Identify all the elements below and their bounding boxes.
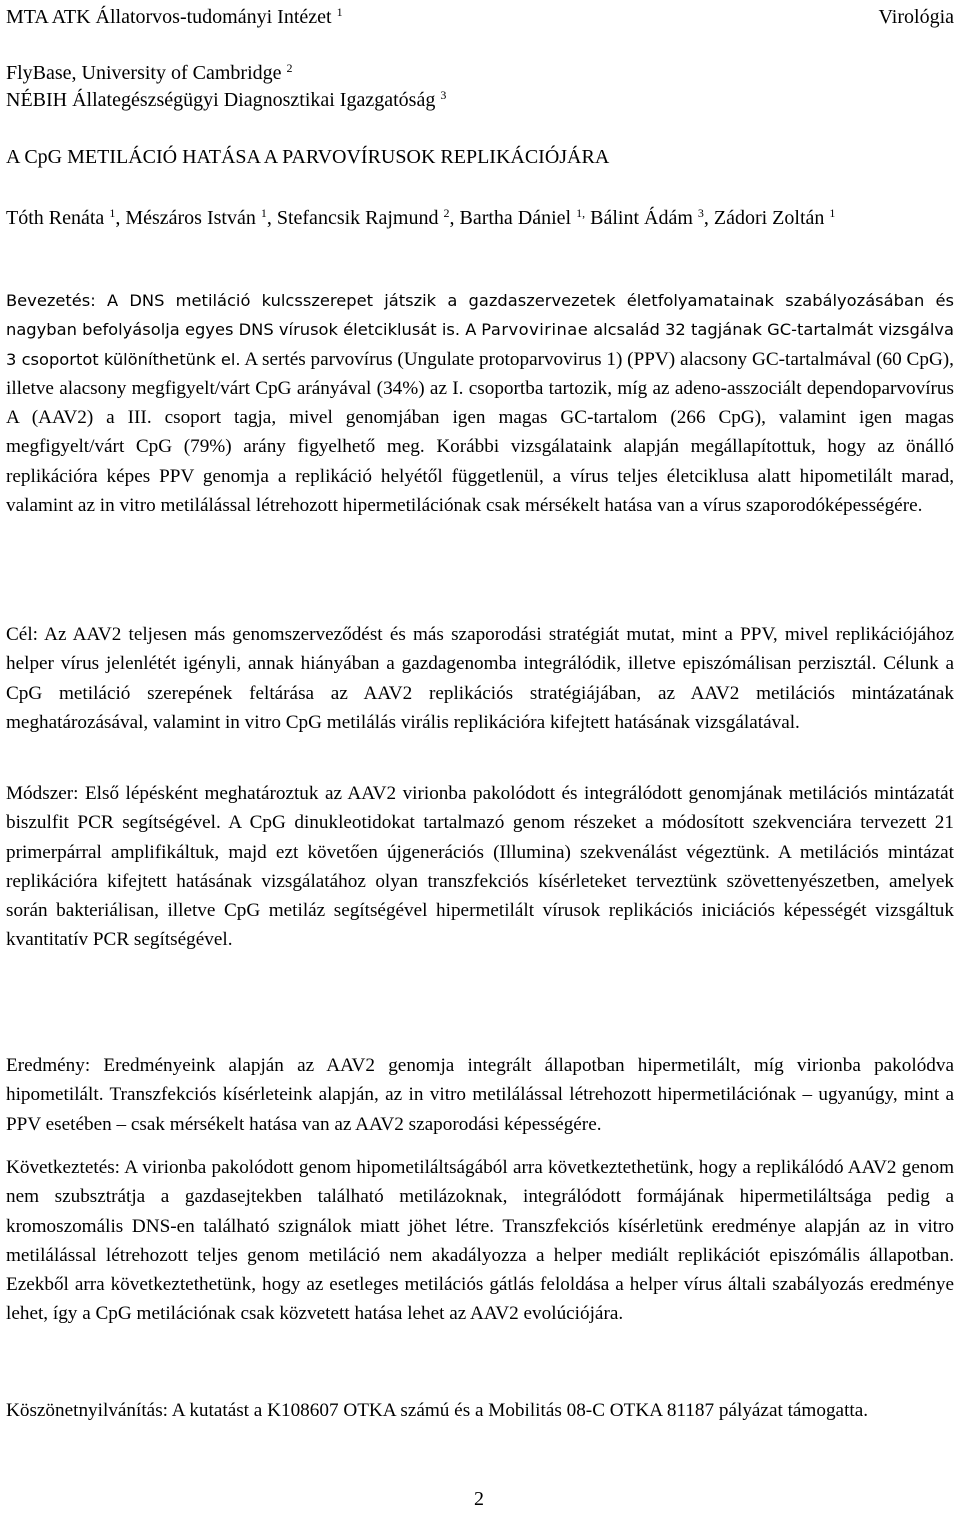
author-list [6,202,954,234]
intro-taxon: Parvovirinae [481,320,589,340]
affiliation-sup: 2 [286,61,293,75]
intro-text-1: Bevezetés: A DNS metiláció kulcsszerepet játszik a gazdaszervezetek életfolyamatainak szabályozásában és nagyban befolyásolja egyes DNS vírusok életciklusát is. A [6,291,954,340]
conclusion-paragraph: Következtetés: A virionba pakolódott genom hipometiláltságából arra következtethetünk, hogy a replikálódó AAV2 genom nem szubsztrátja a gazdasejtekben található metilázoknak, integrálódott formájának hipermetiláltsága pedig a kromoszomális DNS-en található szignálok miatt jöhet létre. Transzfekciós kísérletünk eredménye alapján az in vitro metilálással létrehozott teljes genom metiláció nem akadályozza a helper mediált replikációt episzómális állapotban. Ezekből arra következtethetünk, hogy az esetleges metilációs gátlás feloldása a helper vírus általi szabályozás eredménye lehet, így a CpG metilációnak csak közvetett hatása lehet az AAV2 evolúciójára. [6,1157,954,1325]
author: Stefancsik Rajmund $^2$, [276,206,460,229]
intro-text-2: alcsalád 32 tagjának GC-tartalmát vizsgálva 3 csoportot különíthetünk el. [6,320,954,369]
author: Zádori Zoltán $^1$ [713,206,836,229]
intro-paragraph [6,286,954,520]
methods-paragraph: Módszer: Első lépésként meghatároztuk az AAV2 virionba pakolódott és integrálódott genomjának metilációs mintázatát biszulfit PCR segítségével. A CpG dinukleotidokat tartalmazó genom részeket a módosított szekvenciára tervezett 21 primerpárral amplifikáltuk, majd ezt követően újgenerációs (Illumina) szekvenálást végeztünk. A metilációs mintázat replikációra kifejtett hatásának vizsgálatához olyan transzfekciós kísérleteket terveztünk szövettenyészetben, amelyek során bakteriálisan, illetve CpG metiláz segítségével hipermetilált vírusok replikációs iniciációs képességét vizsgáltuk kvantitatív PCR segítségével. [6,783,954,951]
paper-title: A CpG METILÁCIÓ HATÁSA A PARVOVÍRUSOK REPLIKÁCIÓJÁRA [6,146,610,168]
aim-paragraph: Cél: Az AAV2 teljesen más genomszerveződést és más szaporodási stratégiát mutat, mint a PPV, mivel replikációjához helper vírus jelenlétét igényli, annak hiányában a gazdagenomba integrálódik, illetve episzómálisan perzisztál. Célunk a CpG metiláció szerepének feltárása az AAV2 replikációs stratégiájában, az AAV2 metilációs mintázatának meghatározásával, valamint in vitro CpG metilálás virális replikációra kifejtett hatásának vizsgálatával. [6,624,954,733]
intro-text-3: A sertés parvovírus (Ungulate protoparvovirus 1) (PPV) alacsony GC-tartalmával (60 CpG), illetve alacsony megfigyelt/várt CpG arányával (34%) az I. csoportba tartozik, míg az adeno-asszociált dependoparvovírus A (AAV2) a III. [6,348,954,429]
page-header [6,6,954,36]
institute-sup: 1 [336,5,343,19]
results-paragraph: Eredmény: Eredményeink alapján az AAV2 genomja integrált állapotban hipermetilált, míg virionba pakolódva hipometilált. Transzfekciós kísérleteink alapján, az in vitro metilálással létrehozott hipermetilációnak – ugyanúgy, mint a PPV esetében – csak mérsékelt hatása van az AAV2 szaporodási képességére. [6,1055,954,1135]
institute-name [6,6,343,29]
intro-text-5: Korábbi vizsgálataink alapján megállapítottuk, hogy az önálló replikációra képes PPV genomja a replikáció helyétől függetlenül, a vírus teljes életciklusa alatt hipometilált marad, valamint az in vitro metilálással létrehozott hipermetilációnak csak mérsékelt hatása van a vírus szaporodóképességére. [6,436,954,517]
acknowledgement-paragraph: Köszönetnyilvánítás: A kutatást a K108607 OTKA számú és a Mobilitás 08-C OTKA 81187 pályázat támogatta. [6,1400,869,1421]
author: Mészáros István $^1$, [125,206,277,229]
affiliation-2 [6,62,293,85]
affiliation-text: NÉBIH Állategészségügyi Diagnosztikai Igazgatóság [6,89,436,111]
affiliation-3 [6,89,446,112]
author: Bálint Ádám $^3$, [590,206,714,229]
institute-text: MTA ATK Állatorvos-tudományi Intézet [6,6,332,28]
page-number: 2 [474,1488,484,1510]
author: Bartha Dániel $^{1,}$ [459,206,586,229]
section-name: Virológia [878,6,954,28]
intro-text-4: csoport tagja, mivel genomjában igen magas GC-tartalom (266 CpG), valamint igen magas megfigyelt/várt CpG (79%) arány figyelhető meg. [6,407,955,458]
author: Tóth Renáta $^1$, [6,206,126,229]
affiliation-sup: 3 [440,88,447,102]
affiliation-text: FlyBase, University of Cambridge [6,62,282,84]
